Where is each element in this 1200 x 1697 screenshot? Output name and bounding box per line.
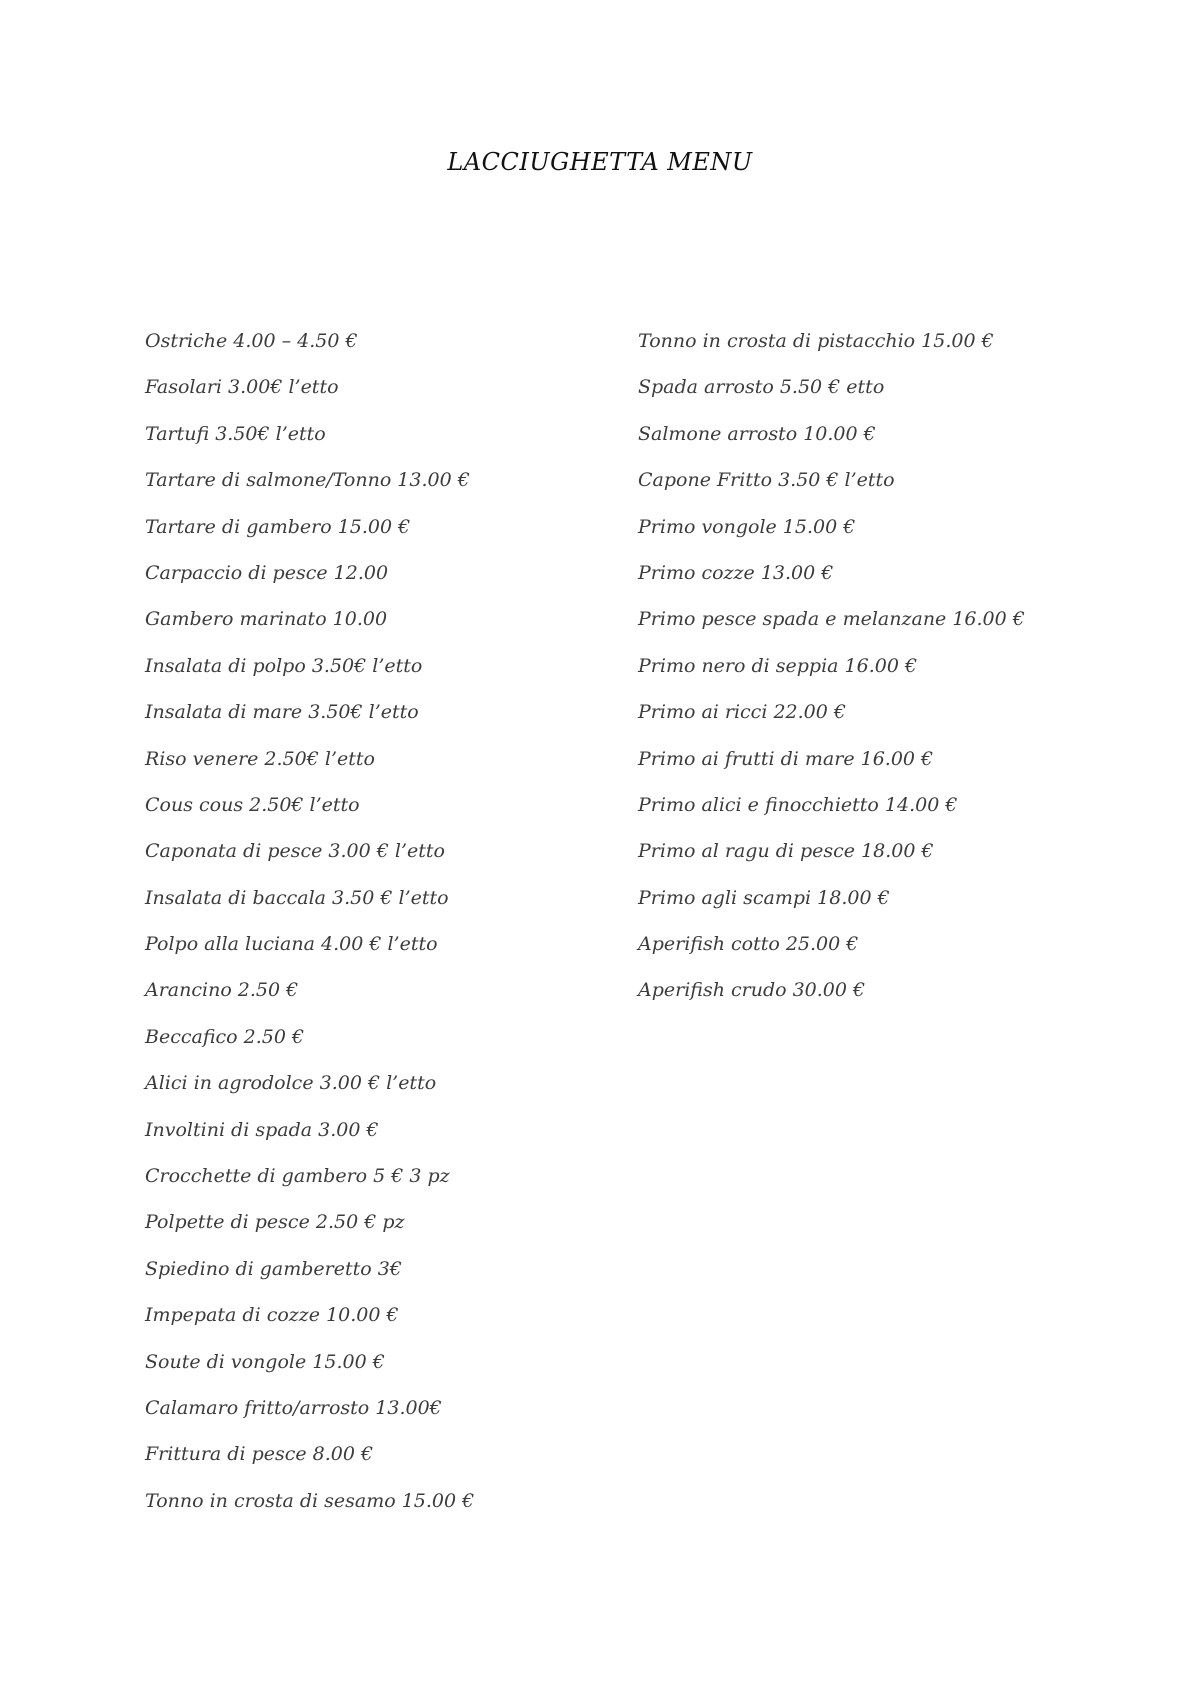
menu-column-right — [638, 328, 1158, 1024]
menu-item: Insalata di polpo 3.50€ l’etto — [145, 654, 423, 677]
menu-item: Spada arrosto 5.50 € etto — [638, 376, 885, 399]
menu-item: Involtini di spada 3.00 € — [145, 1118, 379, 1141]
menu-item: Impepata di cozze 10.00 € — [145, 1304, 399, 1327]
menu-item: Insalata di baccala 3.50 € l’etto — [145, 886, 449, 909]
menu-item: Salmone arrosto 10.00 € — [638, 422, 876, 445]
menu-item: Frittura di pesce 8.00 € — [145, 1443, 374, 1466]
menu-item: Primo alici e finocchietto 14.00 € — [638, 793, 958, 816]
menu-title: LACCIUGHETTA MENU — [447, 148, 753, 176]
menu-column-left — [145, 328, 625, 1534]
menu-item: Calamaro fritto/arrosto 13.00€ — [145, 1396, 442, 1419]
menu-item: Primo cozze 13.00 € — [638, 561, 834, 584]
menu-item: Primo ai frutti di mare 16.00 € — [638, 747, 934, 770]
menu-item: Soute di vongole 15.00 € — [145, 1350, 385, 1373]
menu-item: Tonno in crosta di sesamo 15.00 € — [145, 1489, 475, 1512]
menu-item: Ostriche 4.00 – 4.50 € — [145, 330, 358, 352]
menu-item: Primo agli scampi 18.00 € — [638, 886, 890, 909]
menu-item: Aperifish crudo 30.00 € — [638, 979, 866, 1002]
menu-item: Tonno in crosta di pistacchio 15.00 € — [638, 330, 994, 352]
menu-item: Arancino 2.50 € — [145, 979, 299, 1002]
menu-item: Tartufi 3.50€ l’etto — [145, 422, 326, 445]
menu-item: Primo vongole 15.00 € — [638, 515, 856, 538]
menu-item: Carpaccio di pesce 12.00 — [145, 561, 389, 584]
menu-item: Primo nero di seppia 16.00 € — [638, 654, 918, 677]
menu-item: Insalata di mare 3.50€ l’etto — [145, 701, 419, 724]
menu-item: Caponata di pesce 3.00 € l’etto — [145, 840, 445, 863]
menu-item: Gambero marinato 10.00 — [145, 608, 388, 631]
menu-item: Aperifish cotto 25.00 € — [638, 933, 859, 956]
menu-item: Crocchette di gambero 5 € 3 pz — [145, 1165, 450, 1188]
menu-item: Primo al ragu di pesce 18.00 € — [638, 840, 934, 863]
menu-item: Spiedino di gamberetto 3€ — [145, 1257, 402, 1280]
menu-item: Primo pesce spada e melanzane 16.00 € — [638, 608, 1025, 631]
menu-item: Tartare di salmone/Tonno 13.00 € — [145, 469, 470, 492]
menu-item: Polpo alla luciana 4.00 € l’etto — [145, 933, 438, 956]
menu-item: Cous cous 2.50€ l’etto — [145, 793, 360, 816]
menu-item: Tartare di gambero 15.00 € — [145, 515, 411, 538]
menu-item: Fasolari 3.00€ l’etto — [145, 376, 339, 399]
menu-item: Capone Fritto 3.50 € l’etto — [638, 469, 895, 492]
menu-item: Primo ai ricci 22.00 € — [638, 701, 846, 724]
menu-item: Alici in agrodolce 3.00 € l’etto — [145, 1072, 437, 1095]
menu-item: Polpette di pesce 2.50 € pz — [145, 1211, 405, 1234]
menu-item: Riso venere 2.50€ l’etto — [145, 747, 375, 770]
menu-item: Beccafico 2.50 € — [145, 1025, 305, 1048]
